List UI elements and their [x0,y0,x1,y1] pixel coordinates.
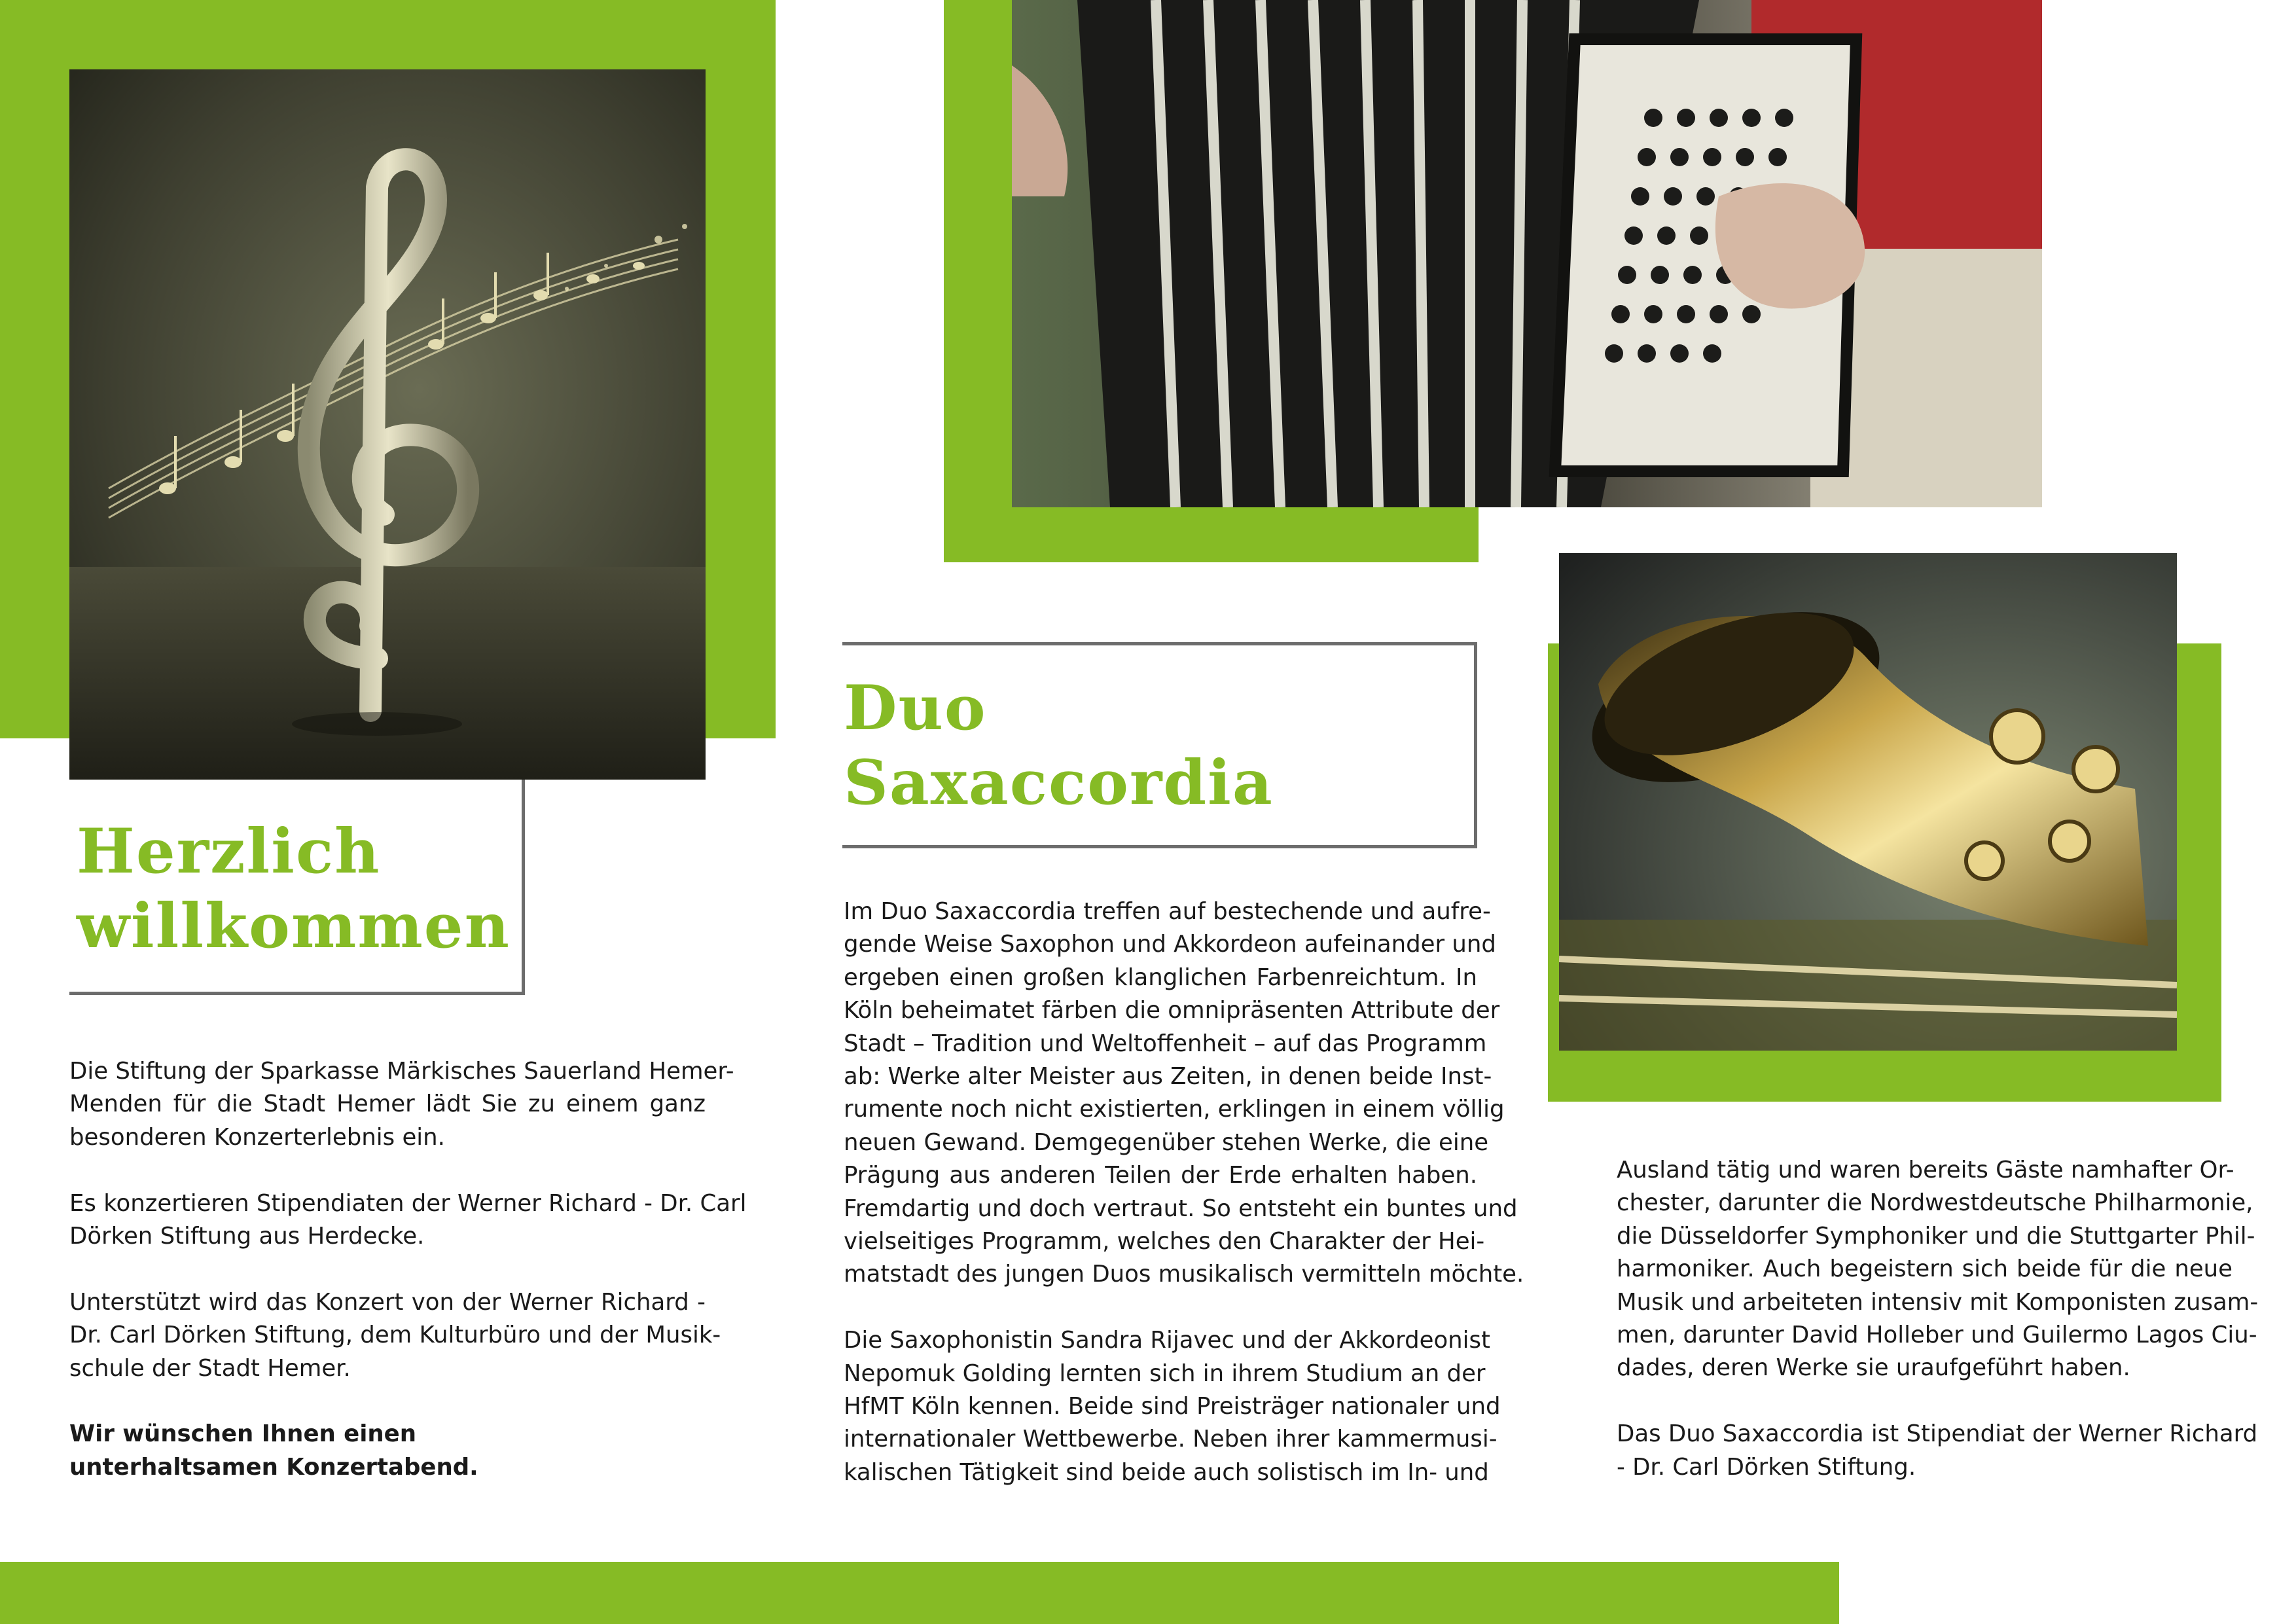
duo-heading-line-1: Duo [844,672,987,744]
duo-heading [844,671,1274,820]
welcome-scholars-paragraph: Es konzertieren Stipendiaten der Werner Richard - Dr. Carl Dörken Stiftung aus Herdecke. [69,1189,747,1250]
duo-program-paragraph: Im Duo Saxaccordia treffen auf bestechende und aufre- gende Weise Saxophon und Akkordeon aufeinander und ergeben einen großen klanglichen Farbenreichtum. In Köln beheimatet färben die omnipräsenten Attribute der Stadt – Tradition und Weltoffenheit – auf das Programm ab: Werke alter Meister aus Zeiten, in denen beide Inst- rumente noch nicht existierten, erklingen in einem völlig neuen Gewand. Demgegenüber stehen Werke, die eine Prägung aus anderen Teilen der Erde erhalten haben. Fremdartig und doch vertraut. So entsteht ein buntes und vielseitiges Programm, welches den Charakter der Hei- matstadt des jungen Duos musikalisch vermitteln möchte. [844,898,1524,1288]
duo-heading-line-2: Saxaccordia [844,747,1274,819]
welcome-closing-paragraph: Wir wünschen Ihnen einen unterhaltsamen Konzertabend. [69,1420,478,1481]
accordion-photo [1012,0,2042,507]
duo-scholarship-paragraph: Das Duo Saxaccordia ist Stipendiat der Werner Richard - Dr. Carl Dörken Stiftung. [1617,1420,2258,1481]
saxophone-photo [1559,553,2177,1051]
welcome-intro-paragraph: Die Stiftung der Sparkasse Märkisches Sauerland Hemer- Menden für die Stadt Hemer lädt Sie zu einem ganz besonderen Konzerterlebnis ein. [69,1058,734,1151]
welcome-heading-line-1: Herzlich [77,816,381,888]
green-bar-bottom [0,1562,1839,1624]
welcome-heading-line-2: willkommen [77,890,511,962]
duo-continuation-paragraph: Ausland tätig und waren bereits Gäste namhafter Or- chester, darunter die Nordwestdeutsche Philharmonie, die Düsseldorfer Symphoniker und die Stuttgarter Phil- harmoniker. Auch begeistern sich beide für die neue Musik und arbeiteten intensiv mit Komponisten zusam- men, darunter David Holleber und Guilermo Lagos Ciu- dades, deren Werke sie uraufgeführt haben. [1617,1157,2259,1382]
duo-continuation-text [1617,1154,2259,1517]
welcome-text [69,1055,747,1484]
duo-text [844,895,1524,1523]
welcome-heading [77,814,511,964]
welcome-support-paragraph: Unterstützt wird das Konzert von der Werner Richard - Dr. Carl Dörken Stiftung, dem Kulturbüro und der Musik- schule der Stadt Hemer. [69,1288,721,1382]
duo-musicians-paragraph: Die Saxophonistin Sandra Rijavec und der Akkordeonist Nepomuk Golding lernten sich in ihrem Studium an der HfMT Köln kennen. Beide sind Preisträger nationaler und internationaler Wettbewerbe. Neben ihrer kammermusi- kalischen Tätigkeit sind beide auch solistisch im In- und [844,1327,1501,1486]
treble-clef-photo [69,69,706,780]
